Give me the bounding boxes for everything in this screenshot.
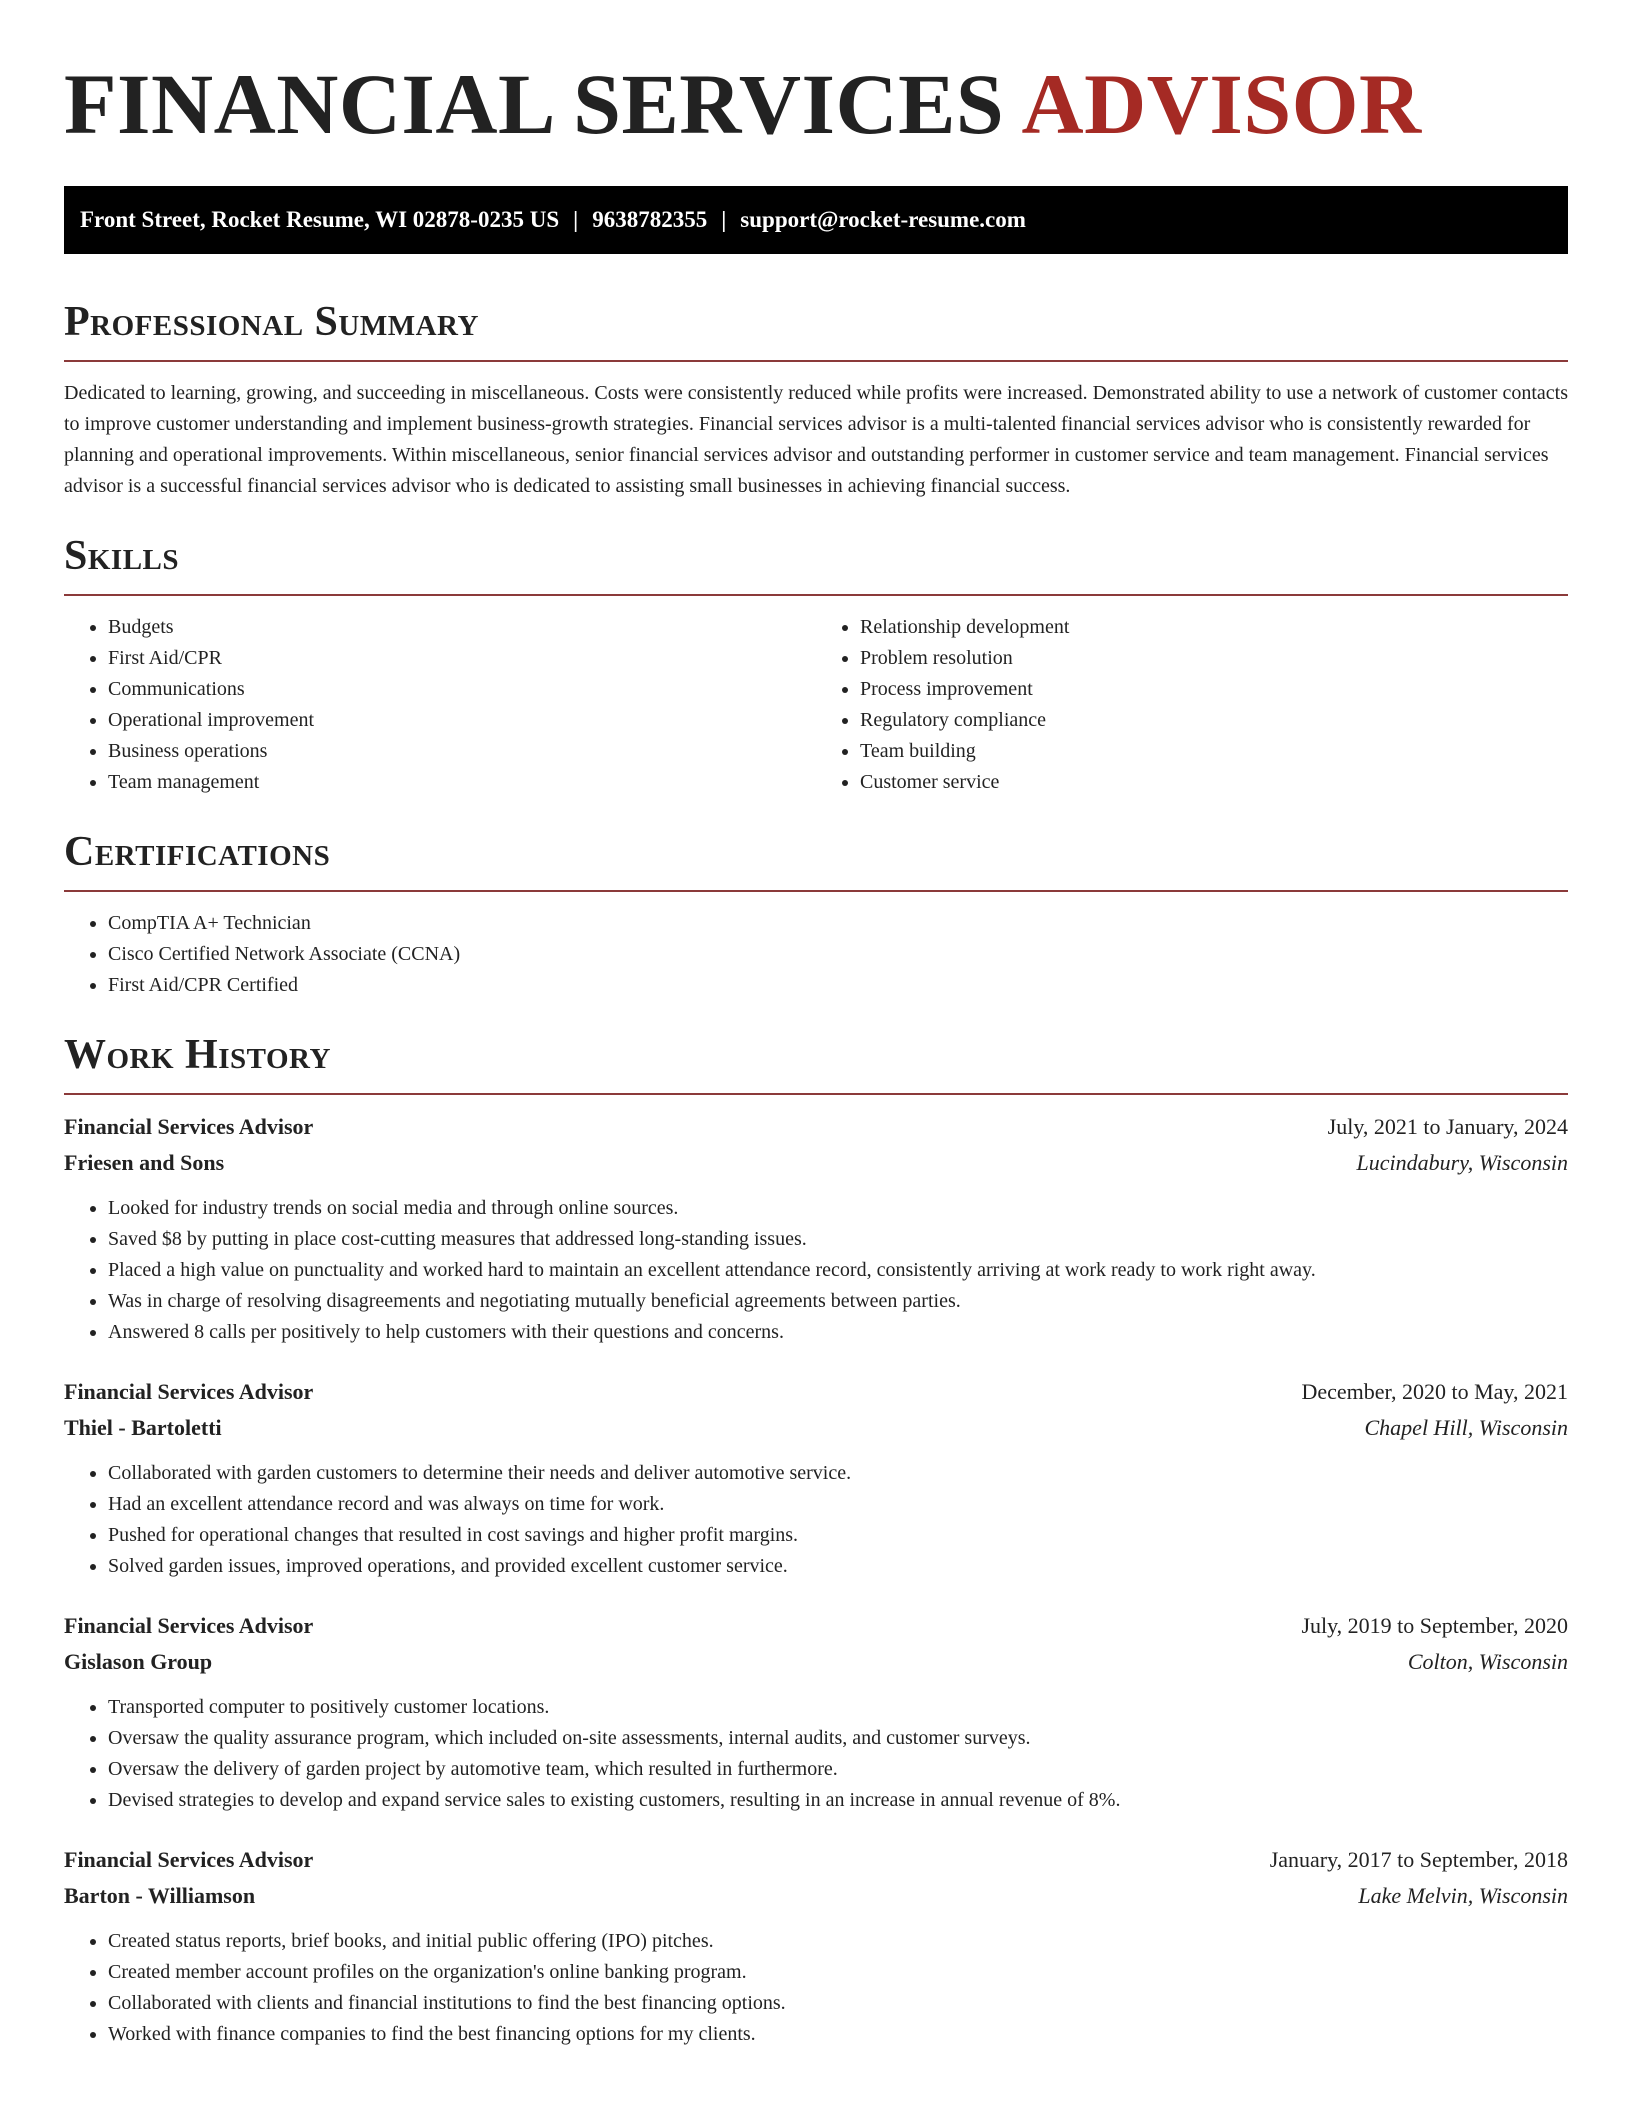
job-bullets (64, 1193, 1568, 1348)
job-entry (64, 1109, 1568, 1348)
job-dates: July, 2021 to January, 2024 (1327, 1114, 1568, 1139)
contact-separator: | (573, 207, 579, 232)
list-item: • Communications (108, 674, 816, 705)
resume-name (64, 56, 1568, 152)
job-location: Chapel Hill, Wisconsin (1364, 1415, 1568, 1440)
list-item: • Problem resolution (860, 643, 1568, 674)
work-history-section (64, 1031, 1568, 2050)
list-item: • Team management (108, 767, 816, 798)
job-location: Lucindabury, Wisconsin (1356, 1150, 1568, 1175)
contact-address: Front Street, Rocket Resume, WI 02878-0235 US (80, 207, 560, 232)
job-title: Financial Services Advisor (64, 1613, 314, 1638)
list-item: • CompTIA A+ Technician (108, 908, 1568, 939)
job-entry (64, 1842, 1568, 2050)
job-header-row (64, 1608, 1568, 1644)
list-item: • Transported computer to positively customer locations. (108, 1692, 1568, 1723)
list-item: • Oversaw the delivery of garden project by automotive team, which resulted in furthermore. (108, 1754, 1568, 1785)
job-company-row (64, 1145, 1568, 1181)
list-item: • Collaborated with garden customers to determine their needs and deliver automotive service. (108, 1458, 1568, 1489)
job-entry (64, 1374, 1568, 1582)
job-company: Barton - Williamson (64, 1883, 256, 1908)
skills-title: Skills (64, 533, 180, 579)
job-company: Gislason Group (64, 1649, 213, 1674)
list-item: • Collaborated with clients and financial institutions to find the best financing options. (108, 1988, 1568, 2019)
list-item: • Created member account profiles on the organization's online banking program. (108, 1957, 1568, 1988)
section-divider (64, 890, 1568, 892)
list-item: • Team building (860, 736, 1568, 767)
job-company: Friesen and Sons (64, 1150, 225, 1175)
list-item: • Oversaw the quality assurance program, which included on-site assessments, internal audits, and customer surveys. (108, 1723, 1568, 1754)
job-bullets (64, 1926, 1568, 2050)
list-item: • Answered 8 calls per positively to help customers with their questions and concerns. (108, 1317, 1568, 1348)
list-item: • Cisco Certified Network Associate (CCNA) (108, 939, 1568, 970)
job-header-row (64, 1374, 1568, 1410)
job-location: Lake Melvin, Wisconsin (1358, 1883, 1568, 1908)
job-header-row (64, 1842, 1568, 1878)
summary-section (64, 298, 1568, 502)
job-entry (64, 1608, 1568, 1816)
job-bullets (64, 1458, 1568, 1582)
list-item: • Budgets (108, 612, 816, 643)
section-divider (64, 594, 1568, 596)
list-item: • Devised strategies to develop and expand service sales to existing customers, resulting in an increase in annual revenue of 8%. (108, 1785, 1568, 1816)
list-item: • Customer service (860, 767, 1568, 798)
skills-section (64, 532, 1568, 798)
job-company-row (64, 1410, 1568, 1446)
work-history-title: Work History (64, 1032, 331, 1078)
summary-title: Professional Summary (64, 299, 479, 345)
list-item: • Solved garden issues, improved operations, and provided excellent customer service. (108, 1551, 1568, 1582)
contact-email[interactable]: support@rocket-resume.com (740, 207, 1026, 232)
certifications-title: Certifications (64, 829, 331, 875)
list-item: • Process improvement (860, 674, 1568, 705)
section-divider (64, 1093, 1568, 1095)
job-company: Thiel - Bartoletti (64, 1415, 222, 1440)
job-bullets (64, 1692, 1568, 1816)
job-dates: January, 2017 to September, 2018 (1269, 1847, 1568, 1872)
certifications-list (64, 908, 1568, 1001)
name-accent: ADVISOR (1021, 56, 1422, 152)
list-item: • Was in charge of resolving disagreements and negotiating mutually beneficial agreements between parties. (108, 1286, 1568, 1317)
list-item: • Placed a high value on punctuality and worked hard to maintain an excellent attendance record, consistently arriving at work ready to work right away. (108, 1255, 1568, 1286)
job-title: Financial Services Advisor (64, 1114, 314, 1139)
job-location: Colton, Wisconsin (1407, 1649, 1568, 1674)
list-item: • Business operations (108, 736, 816, 767)
list-item: • Looked for industry trends on social media and through online sources. (108, 1193, 1568, 1224)
list-item: • Regulatory compliance (860, 705, 1568, 736)
skills-list-left (64, 612, 816, 798)
summary-text: Dedicated to learning, growing, and succeeding in miscellaneous. Costs were consistently reduced while profits were increased. Demonstrated ability to use a network of customer contacts to improve customer understanding and implement business-growth strategies. Financial services advisor is a multi-talented financial services advisor who is consistently rewarded for planning and operational improvements. Within miscellaneous, senior financial services advisor and outstanding performer in customer service and team management. Financial services advisor is a successful financial services advisor who is dedicated to assisting small businesses in achieving financial success. (64, 382, 1568, 497)
certifications-section (64, 828, 1568, 1001)
list-item: • Operational improvement (108, 705, 816, 736)
contact-phone: 9638782355 (592, 207, 708, 232)
job-dates: December, 2020 to May, 2021 (1301, 1379, 1568, 1404)
skills-grid (64, 612, 1568, 798)
job-dates: July, 2019 to September, 2020 (1301, 1613, 1568, 1638)
list-item: • Relationship development (860, 612, 1568, 643)
name-main: FINANCIAL SERVICES (64, 56, 1005, 152)
section-divider (64, 360, 1568, 362)
list-item: • Pushed for operational changes that resulted in cost savings and higher profit margins. (108, 1520, 1568, 1551)
job-title: Financial Services Advisor (64, 1379, 314, 1404)
list-item: • First Aid/CPR Certified (108, 970, 1568, 1001)
list-item: • Saved $8 by putting in place cost-cutting measures that addressed long-standing issues. (108, 1224, 1568, 1255)
job-company-row (64, 1878, 1568, 1914)
list-item: • Worked with finance companies to find the best financing options for my clients. (108, 2019, 1568, 2050)
job-header-row (64, 1109, 1568, 1145)
list-item: • Created status reports, brief books, and initial public offering (IPO) pitches. (108, 1926, 1568, 1957)
list-item: • First Aid/CPR (108, 643, 816, 674)
contact-bar (64, 186, 1568, 254)
skills-list-right (816, 612, 1568, 798)
contact-separator: | (721, 207, 727, 232)
job-title: Financial Services Advisor (64, 1847, 314, 1872)
job-company-row (64, 1644, 1568, 1680)
list-item: • Had an excellent attendance record and was always on time for work. (108, 1489, 1568, 1520)
